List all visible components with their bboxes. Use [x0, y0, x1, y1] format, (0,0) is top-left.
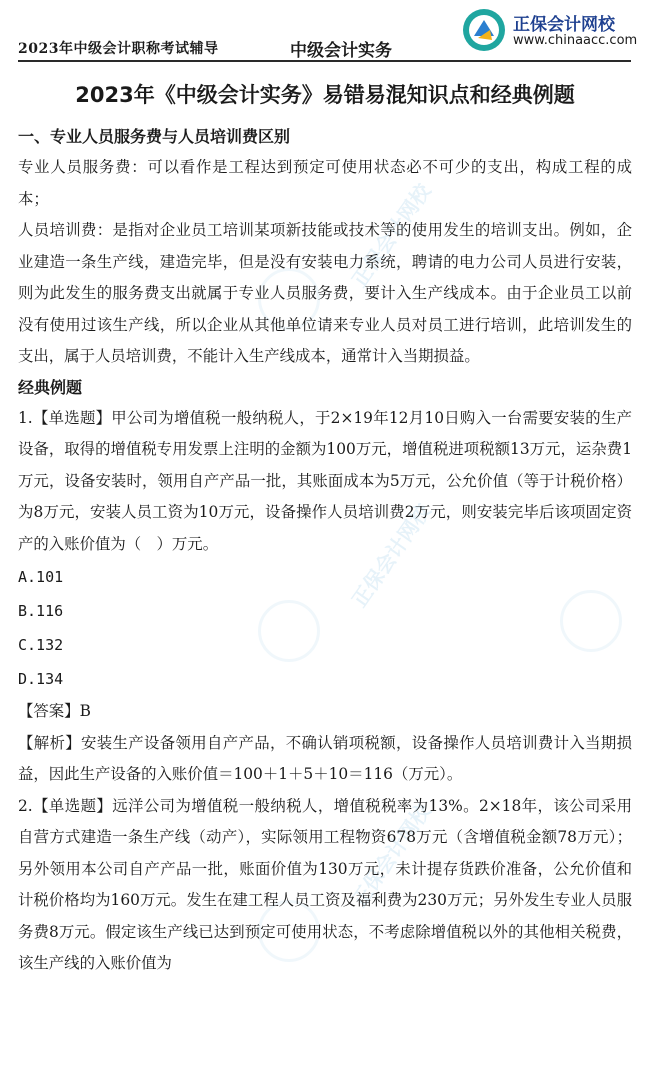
analysis: 【解析】安装生产设备领用自产产品，不确认销项税额，设备操作人员培训费计入当期损益，因此生产设备的入账价值＝100＋1＋5＋10＝116（万元）。	[18, 733, 632, 783]
page-title: 2023年《中级会计实务》易错易混知识点和经典例题	[75, 83, 575, 107]
option-c: C.132	[18, 636, 64, 654]
page-header	[18, 0, 638, 62]
exam-label: 2023年中级会计职称考试辅导	[18, 41, 219, 57]
subject-label: 中级会计实务	[290, 41, 392, 61]
answer: 【答案】B	[18, 702, 91, 720]
watermark-text: 正保会计网校	[346, 499, 436, 612]
examples-heading: 经典例题	[18, 377, 83, 397]
section-heading: 一、专业人员服务费与人员培训费区别	[18, 127, 291, 146]
watermark-text: 正保会计网校	[346, 799, 436, 912]
option-d: D.134	[18, 670, 64, 688]
school-name: 正保会计网校	[513, 15, 615, 35]
option-a: A.101	[18, 568, 64, 586]
document-body	[18, 80, 632, 980]
question-stem: 1.【单选题】甲公司为增值税一般纳税人，于2×19年12月10日购入一台需要安装的生产设备，取得的增值税专用发票上注明的金额为100万元，增值税进项税额13万元，运杂费1万元，设备安装时，领用自产产品一批，其账面成本为5万元，公允价值（等于计税价格）为8万元，安装人员工资为10万元，设备操作人员培训费2万元，则安装完毕后该项固定资产的入账价值为（ ）万元。	[18, 408, 632, 553]
question-stem: 2.【单选题】远洋公司为增值税一般纳税人，增值税税率为13%。2×18年，该公司采用自营方式建造一条生产线（动产），实际领用工程物资678万元（含增值税金额78万元）；另外领用本公司自产产品一批，账面价值为130万元，未计提存货跌价准备，公允价值和计税价格均为160万元。发生在建工程人员工资及福利费为230万元；另外发生专业人员服务费8万元。假定该生产线已达到预定可使用状态，不考虑除增值税以外的其他相关税费，该生产线的入账价值为	[18, 796, 632, 972]
option-b: B.116	[18, 602, 64, 620]
paragraph: 人员培训费：是指对企业员工培训某项新技能或技术等的使用发生的培训支出。例如，企业建造一条生产线，建造完毕，但是没有安装电力系统，聘请的电力公司人员进行安装，则为此发生的服务费支出就属于专业人员服务费，要计入生产线成本。由于企业员工以前没有使用过该生产线，所以企业从其他单位请来专业人员对员工进行培训，此培训发生的支出，属于人员培训费，不能计入生产线成本，通常计入当期损益。	[18, 221, 632, 365]
header-divider	[18, 60, 631, 62]
watermark-text: 正保会计网校	[346, 179, 436, 292]
school-logo-icon	[462, 8, 506, 52]
school-url: www.chinaacc.com	[513, 33, 638, 48]
paragraph: 专业人员服务费：可以看作是工程达到预定可使用状态必不可少的支出，构成工程的成本；	[18, 158, 632, 208]
